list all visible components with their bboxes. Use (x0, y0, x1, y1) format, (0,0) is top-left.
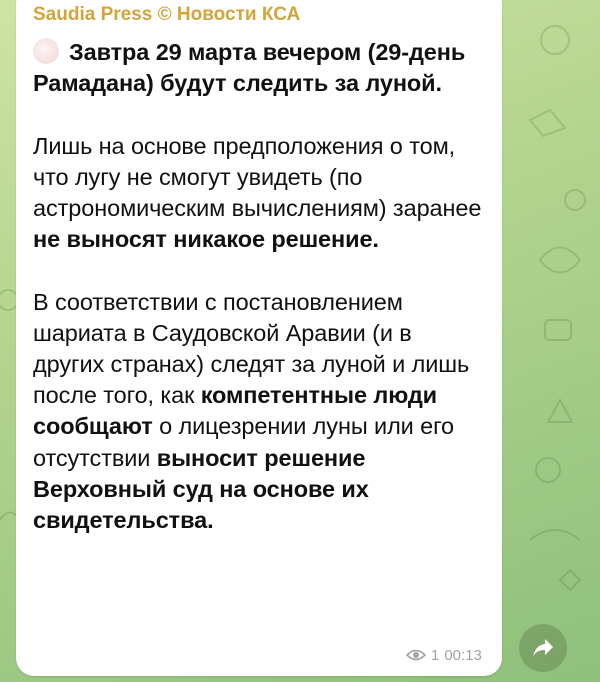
message-paragraph-1 (33, 37, 483, 99)
channel-name[interactable]: Saudia Press © Новости КСА (33, 4, 301, 25)
message-bold-text: компетентные люди сообщают (33, 382, 438, 440)
message-text-span: о лицезрении луны или его отсутствии (33, 413, 455, 471)
message-text (33, 37, 483, 536)
moon-emoji-icon (33, 38, 59, 64)
message-text-span: Лишь на основе предположения о том, что лугу не смогут увидеть (по астрономическим вычислениям) заранее (33, 132, 482, 221)
share-arrow-icon (532, 638, 554, 658)
eye-icon (406, 648, 426, 662)
message-paragraph-3 (33, 287, 483, 537)
message-bold-text: не выносят никакое решение. (33, 226, 379, 253)
view-count: 1 (431, 646, 440, 664)
message-bold-text: выносит решение Верховный суд на основе их свидетельства. (33, 444, 369, 534)
message-text-span: В соответствии с постановлением шариата в Саудовской Аравии (и в других странах) следят за луной и лишь после того, как (33, 288, 470, 409)
message-meta (406, 645, 482, 665)
forward-button[interactable] (519, 624, 567, 672)
message-paragraph-2 (33, 131, 483, 256)
message-bold-text: Завтра 29 марта вечером (29-день Рамадана) будут следить за луной. (33, 39, 466, 97)
message-time: 00:13 (444, 646, 482, 664)
